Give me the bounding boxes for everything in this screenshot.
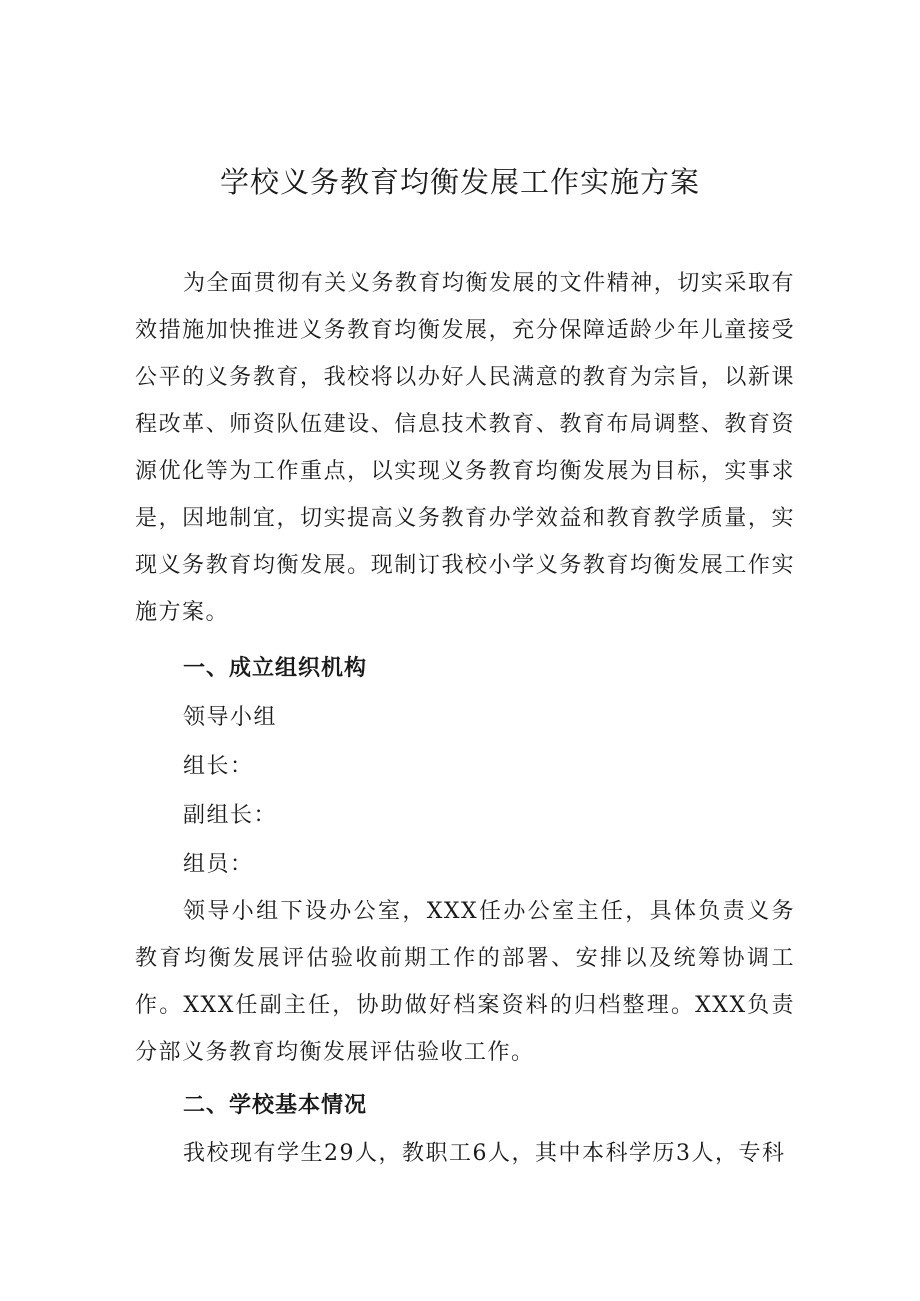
group-leader-line: 组长： [183,754,254,779]
section-heading-school-info: 二、学校基本情况 [183,1093,368,1118]
vice-leader-line: 副组长： [183,803,278,828]
section-heading-organization: 一、成立组织机构 [183,656,368,681]
members-line: 组员： [183,852,254,877]
office-paragraph: 领导小组下设办公室，XXX任办公室主任，具体负责义务教育均衡发展评估验收前期工作的部署、安排以及统筹协调工作。XXX任副主任，协助做好档案资料的归档整理。XXX负责分部义务教育均衡发展评估验收工作。 [135,899,795,1065]
document-title: 学校义务教育均衡发展工作实施方案 [219,165,700,199]
leadership-group-label: 领导小组 [183,705,278,730]
school-info-paragraph: 我校现有学生29人，教职工6人，其中本科学历3人，专科 [183,1141,786,1166]
intro-paragraph: 为全面贯彻有关义务教育均衡发展的文件精神，切实采取有效措施加快推进义务教育均衡发展，充分保障适龄少年儿童接受公平的义务教育，我校将以办好人民满意的教育为宗旨，以新课程改革、师资队伍建设、信息技术教育、教育布局调整、教育资源优化等为工作重点，以实现义务教育均衡发展为目标，实事求是，因地制宜，切实提高义务教育办学效益和教育教学质量，实现义务教育均衡发展。现制订我校小学义务教育均衡发展工作实施方案。 [135,271,795,625]
